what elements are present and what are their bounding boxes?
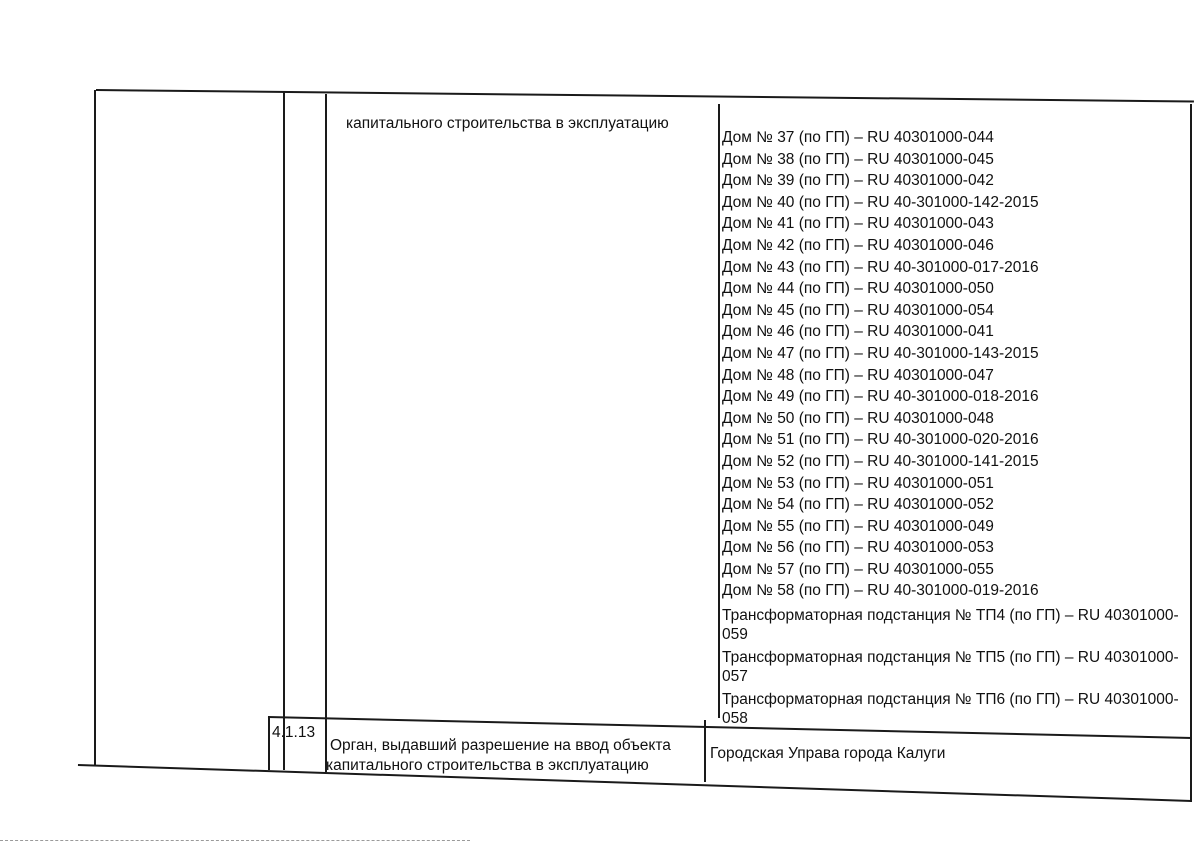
permit-entries-list <box>722 127 1192 728</box>
list-item: Дом № 49 (по ГП) – RU 40-301000-018-2016 <box>722 388 1039 406</box>
list-item: Дом № 48 (по ГП) – RU 40301000-047 <box>722 366 994 384</box>
list-item: Дом № 57 (по ГП) – RU 40301000-055 <box>722 560 994 578</box>
list-item: Дом № 55 (по ГП) – RU 40301000-049 <box>722 517 994 535</box>
row-number: 4.1.13 <box>272 724 316 741</box>
substation-item: Трансформаторная подстанция № ТП6 (по ГП) – RU 40301000-058 <box>722 691 1179 728</box>
table-col-divider-1 <box>283 92 285 770</box>
list-item: Дом № 38 (по ГП) – RU 40301000-045 <box>722 150 994 168</box>
issuing-authority-label-line2: капитального строительства в эксплуатацию <box>326 757 649 774</box>
object-type-continued-label: капитального строительства в эксплуатацию <box>346 115 669 132</box>
list-item: Дом № 45 (по ГП) – RU 40301000-054 <box>722 301 994 319</box>
list-item: Дом № 41 (по ГП) – RU 40301000-043 <box>722 215 994 233</box>
substation-item: Трансформаторная подстанция № ТП5 (по ГП) – RU 40301000-057 <box>722 649 1179 686</box>
list-item: Дом № 43 (по ГП) – RU 40-301000-017-2016 <box>722 258 1039 276</box>
list-item: Дом № 53 (по ГП) – RU 40301000-051 <box>722 474 994 492</box>
list-item: Дом № 56 (по ГП) – RU 40301000-053 <box>722 539 994 557</box>
list-item: Дом № 50 (по ГП) – RU 40301000-048 <box>722 409 994 427</box>
table-top-border <box>96 89 1194 102</box>
table-left-border <box>94 90 96 766</box>
list-item: Дом № 40 (по ГП) – RU 40-301000-142-2015 <box>722 193 1039 211</box>
list-item: Дом № 47 (по ГП) – RU 40-301000-143-2015 <box>722 344 1039 362</box>
list-item: Дом № 54 (по ГП) – RU 40301000-052 <box>722 496 994 514</box>
list-item: Дом № 52 (по ГП) – RU 40-301000-141-2015 <box>722 452 1039 470</box>
table-col-divider-3 <box>718 104 720 718</box>
list-item: Дом № 58 (по ГП) – RU 40-301000-019-2016 <box>722 582 1039 600</box>
list-item: Дом № 46 (по ГП) – RU 40301000-041 <box>722 323 994 341</box>
issuing-authority-value: Городская Управа города Калуги <box>710 745 946 762</box>
table-col-divider-3-lower <box>704 720 706 782</box>
list-item: Дом № 51 (по ГП) – RU 40-301000-020-2016 <box>722 431 1039 449</box>
list-item: Дом № 39 (по ГП) – RU 40301000-042 <box>722 172 994 190</box>
list-item: Дом № 42 (по ГП) – RU 40301000-046 <box>722 236 994 254</box>
table-col-divider-2 <box>325 94 327 772</box>
substation-item: Трансформаторная подстанция № ТП4 (по ГП) – RU 40301000-059 <box>722 607 1179 644</box>
issuing-authority-label-line1: Орган, выдавший разрешение на ввод объекта <box>330 737 671 754</box>
scan-artifact-dotted-line <box>0 840 470 841</box>
table-row-number-col-left <box>268 716 270 770</box>
list-item: Дом № 37 (по ГП) – RU 40301000-044 <box>722 129 994 146</box>
list-item: Дом № 44 (по ГП) – RU 40301000-050 <box>722 280 994 298</box>
